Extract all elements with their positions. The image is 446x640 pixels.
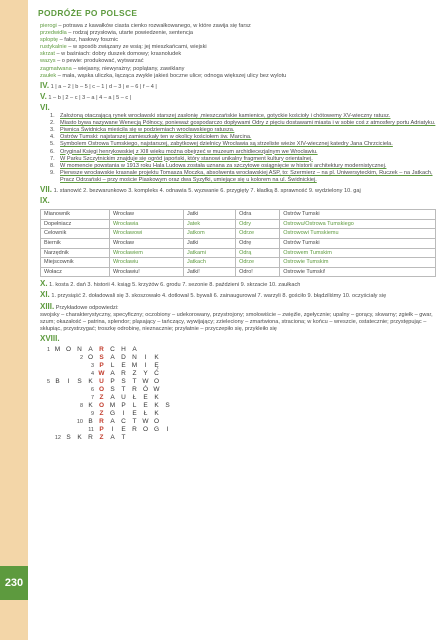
crossword-letter: M [54,345,61,353]
glossary-word: przedwidła [40,30,67,37]
crossword-letter: O [98,401,105,409]
crossword-letter: I [111,425,114,433]
section-text: 1. przysiąść 2. doładowali się 3. skoszowało 4. dotlował 5. bywali 6. zainaugurował 7. warzyli 8. gościło 9. błądziliśmy 10. oczyściały się [49,293,387,300]
list-item [50,141,436,148]
crossword-letter: L [132,401,137,409]
crossword-letter: O [87,353,94,361]
item-text: Ostrów Tumski: najstarszej zamieszkały ten w okolicy kościołem św. Marcina. [60,134,252,141]
section-number: VI. [40,102,50,112]
glossary-definition: – rodzaj przysłowia, utarte powiedzenie, sentencja [66,30,193,37]
crossword-letter: B [55,377,60,385]
crossword-letter: K [154,393,159,401]
crossword-letter: P [110,377,115,385]
table-cell: Wrocław [110,238,184,248]
crossword-letter: G [153,425,160,433]
glossary-word: sploptę [40,37,59,44]
crossword-letter: Ć [154,369,159,377]
crossword-letter: W [142,377,149,385]
crossword-row-number: 12 [54,434,61,441]
crossword-letter: E [143,393,148,401]
table-cell: Odrą [236,248,280,258]
crossword-letter: Ł [143,409,148,417]
crossword-letter: K [154,401,159,409]
item-number: 4. [50,134,55,141]
case-name-cell: Celownik [41,229,110,239]
section-xviii [40,335,436,344]
crossword-letter: C [110,345,115,353]
glossary-entry [40,73,436,80]
table-cell: Jatkom [183,229,235,239]
section-number: IX. [40,196,50,206]
glossary-definition: – fałsz, hasłowy fosznic [58,37,119,44]
glossary-word: skrzat [40,51,55,58]
crossword-letter: O [65,345,72,353]
table-cell: Wrocławiem [110,248,184,258]
crossword-letter: R [121,369,126,377]
crossword-letter: D [121,353,126,361]
table-cell: Jatki! [183,267,235,277]
glossary-list [40,23,436,80]
glossary-entry [40,37,436,44]
crossword-letter: T [132,417,137,425]
crossword-letter: A [110,417,115,425]
item-number: 7. [50,155,55,162]
crossword-letter: S [121,377,126,385]
crossword-row-number: 6 [90,386,94,393]
crossword-letter: I [144,353,147,361]
glossary-entry [40,23,436,30]
item-text: Symbolem Ostrowa Tumskiego, najstarszej, zabytkowej dzielnicy Wrocławia są strzeliste wieże XIV-wiecznej katedry Jana Chrzciciela. [60,141,393,148]
crossword-letter: E [121,361,126,369]
crossword-letter: I [67,377,70,385]
table-row [41,210,436,220]
list-item [50,156,436,163]
crossword-letter: M [109,401,116,409]
crossword-letter: S [165,401,170,409]
item-text: W momencie powstania w 1913 roku Hala Ludowa została uznana za szczytowe osiągnięcie w historii architektury modernistycznej. [60,162,387,169]
table-cell: Wrocławiu! [110,267,184,277]
crossword-letter: A [110,393,115,401]
crossword-letter: R [132,425,137,433]
table-cell: Odrze [236,258,280,268]
crossword-letter: Z [99,409,104,417]
case-name-cell: Biernik [41,238,110,248]
case-name-cell: Miejscownik [41,258,110,268]
glossary-word: rustykalnie [40,44,67,51]
item-number: 9. [50,169,55,176]
crossword-row-number: 9 [90,410,94,417]
glossary-entry [40,44,436,51]
crossword-letter: I [166,425,169,433]
crossword-letter: A [110,433,115,441]
crossword-row-number: 5 [46,378,50,385]
crossword-letter: N [132,353,137,361]
section-xiii-body: swojsky – charakterystyczny, specyficzny; oczobiony – udekorowany, przystrojony; smołowiście – zwięźle, zgełycznie; upalny – gorący, skwarny; zgiełk – gwar, szum; okazałość – patrina, splendor; pląsający – tańczący, wywijający; zzieleciony – zmartwiona, straciona; w końcu – wreszcie, ostatecznie; przystępując – skłupiąc, przystrzygać; troszkę odrobinę, nieznacznie; przyłatnie – przyczepiło się, przykleiło się [40,311,433,332]
item-text: Piwnica Świdnicka mieściła się w podziemiach wrocławskiego ratusza. [60,127,235,134]
table-cell: Odry [236,219,280,229]
crossword-row-number: 1 [46,346,50,353]
glossary-word: zaułek [40,72,57,79]
crossword-letter: Ó [142,385,149,393]
item-number: 5. [50,141,55,148]
crossword-row-number: 2 [79,354,83,361]
table-cell: Wrocław [110,210,184,220]
running-header: PODRÓŻE PO POLSCE [38,8,138,18]
section-x [40,280,436,289]
crossword-letter: K [88,401,93,409]
item-text: Pierwsze wrocławskie krasnale projektu Tomasza Moczka, absolwenta wrocławskiej ASP, to: Szermierz – na pl. Uniwersyteckim, Ruczek – na Jatkach, Pracz Odrzański – przy moście Piaskowym oraz dwa Syzyfki, umiejące się u kolorem na ul. Świdnickiej. [60,169,433,183]
item-number: 6. [50,148,55,155]
list-item [50,163,436,170]
crossword-letter: E [121,425,126,433]
table-cell: Odro! [236,267,280,277]
crossword-letter: B [88,417,93,425]
crossword-letter: S [66,433,71,441]
list-item [50,149,436,156]
table-cell: Wrocławia [110,219,184,229]
crossword-letter: U [121,393,126,401]
crossword-row-number: 7 [90,394,94,401]
item-number: 2. [50,120,55,127]
crossword-letter: O [153,377,160,385]
crossword-letter: E [132,409,137,417]
case-name-cell: Narzędnik [41,248,110,258]
table-cell: Ostrowem Tumskim [280,248,436,258]
section-text: 1. kosta 2. dań 3. historii 4. ksiąg 5. krzyżów 6. grodu 7. sezonie 8. paździeni 9. skrzacie 10. zaułkach [47,282,301,289]
table-cell: Wrocławowi [110,229,184,239]
case-name-cell: Wołacz [41,267,110,277]
section-xiii [40,303,436,312]
crossword-letter: G [109,409,116,417]
crossword-letter: Ł [132,393,137,401]
crossword-letter: Z [99,433,104,441]
glossary-word: wazys [40,58,56,65]
crossword-letter: R [132,385,137,393]
crossword-letter: K [77,433,82,441]
table-cell: Jatki [183,210,235,220]
table-cell: Ostrowie Tumski! [280,267,436,277]
crossword-letter: Z [99,393,104,401]
side-color-band [0,0,28,640]
table-cell: Ostrowie Tumskim [280,258,436,268]
crossword-letter: N [77,345,82,353]
section-number: IV. [40,80,50,90]
section-v [40,93,436,102]
crossword-letter: R [88,433,93,441]
section-number: XVIII. [40,333,60,343]
glossary-word: pierogi [40,23,57,29]
glossary-definition: – wiejasny, niewyrażny; poplątany, zawiklany [71,65,185,72]
crossword-row-number: 4 [90,370,94,377]
crossword-letter: R [99,417,104,425]
item-number: 1. [50,113,55,120]
crossword-letter: U [99,377,104,385]
table-cell: Odra [236,210,280,220]
crossword-letter: T [121,433,126,441]
table-cell: Jatkami [183,248,235,258]
table-cell: Jatkach [183,258,235,268]
crossword-letter: A [88,345,93,353]
table-cell: Wrocławiu [110,258,184,268]
crossword-letter: W [98,369,105,377]
list-item [50,127,436,134]
table-row [41,248,436,258]
crossword-letter: I [144,361,147,369]
crossword-letter: M [131,361,138,369]
crossword-letter: P [99,425,104,433]
section-iv [40,82,436,91]
section-text: 1 – b | 2 – c | 3 – a | 4 – a | 5 – c | [46,94,132,101]
glossary-entry [40,30,436,37]
crossword-letter: L [110,361,115,369]
glossary-definition: – o pewie: produkować, wytwarzać [55,58,144,65]
case-name-cell: Dopełniacz [41,219,110,229]
item-text: Oryginał Księgi henrykowskiej z XIII wieku można obejrzeć w muzeum archidiecezjalnym we Wrocławiu. [60,148,318,155]
crossword-letter: A [110,353,115,361]
declension-table [40,209,436,277]
glossary-entry [40,51,436,58]
crossword-letter: O [142,425,149,433]
crossword-letter: Z [132,369,137,377]
table-row [41,267,436,277]
crossword-letter: K [154,409,159,417]
table-cell: Odrę [236,238,280,248]
section-vii [40,186,436,195]
section-text: Przykładowe odpowiedzi: [54,304,119,311]
section-xi [40,291,436,300]
crossword-letter: Y [143,369,148,377]
answer-key-content [40,23,436,441]
crossword-row-number: 10 [76,418,83,425]
table-row [41,258,436,268]
table-cell: Ostrów Tumski [280,238,436,248]
crossword-letter: A [132,345,137,353]
crossword-letter: S [99,353,104,361]
case-name-cell: Mianownik [41,210,110,220]
glossary-definition: – potrawa z kawałków ciasta cienko rozwałkowanego, w które zawija się farsz [56,23,251,29]
glossary-entry [40,66,436,73]
table-cell: Odrze [236,229,280,239]
table-row [41,219,436,229]
crossword-letter: W [142,417,149,425]
section-text: 1 | a – 2 | b – 5 | c – 1 | d – 3 | e – 6 | f – 4 | [49,83,157,90]
crossword-letter: P [99,361,104,369]
glossary-word: zagmatwana [40,65,72,72]
crossword-letter: P [121,401,126,409]
item-number: 3. [50,127,55,134]
crossword-letter: C [121,417,126,425]
crossword-letter: R [99,345,104,353]
section-text: 1. stanowić 2. bezwarunkowo 3. kompleks 4. odnawia 5. wyzwanie 6. przygięty 7. kładką 8. sprawność 9. wydzielony 10. gaj [52,187,361,194]
table-cell: Ostrowowi Tumskiemu [280,229,436,239]
crossword-row-number: 11 [88,426,94,433]
section-vi-items [40,113,436,184]
item-number: 8. [50,162,55,169]
table-cell: Ostrów Tumski [280,210,436,220]
section-number: V. [40,91,47,101]
glossary-entry [40,58,436,65]
section-ix [40,197,436,206]
crossword-letter: E [143,401,148,409]
crossword-grid [40,346,436,441]
table-row [41,238,436,248]
list-item [50,170,436,184]
item-text: W Parku Szczytnickim znajduje się ogród japoński, który stanowi unikalny fragment kultury orientalnej. [60,155,313,162]
crossword-row-number: 8 [79,402,83,409]
crossword-letter: A [110,369,115,377]
crossword-letter: K [88,377,93,385]
crossword-row-number: 3 [90,362,94,369]
section-number: VII. [40,184,53,194]
crossword-letter: Ę [154,361,159,369]
list-item [50,113,436,120]
glossary-definition: – mała, wąska uliczka, łącząca zwykle jakieś boczne ulice; odnoga większej ulicy bez wylotu [56,72,287,79]
table-row [41,229,436,239]
table-cell: Jatki [183,238,235,248]
table-cell: Ostrowu/Ostrowa Tumskiego [280,219,436,229]
crossword-letter: K [154,353,159,361]
crossword-letter: S [77,377,82,385]
glossary-definition: – w sposób związany ze wsią: jej mieszkańcami, wiejski [66,44,207,51]
crossword-letter: O [98,385,105,393]
section-number: XIII. [40,301,55,311]
crossword-letter: S [110,385,115,393]
crossword-letter: I [122,409,125,417]
crossword-letter: O [153,417,160,425]
list-item [50,134,436,141]
item-text: Założoną otaczającą rynek wrocławski starszej zasłonię ‚mieszczańskie kamienice, gotyckie kościoły i chótowemy XV-wieczny ratusz. [60,113,391,120]
section-number: XI. [40,290,50,300]
section-vi [40,104,436,113]
crossword-letter: T [121,385,126,393]
crossword-letter: W [153,385,160,393]
glossary-definition: – w baśniach: dobry duszek domowy; krasnoludek [54,51,182,58]
section-number: X. [40,279,48,289]
page-number: 230 [4,577,24,589]
crossword-letter: T [132,377,137,385]
item-text: Miasto bywa nazywane Wenecją Północy, ponieważ gospodarczo dopływami Odry z pięciu dostawami miasta i w sobie coś z atmosfery portu Adriatyku. [60,120,436,127]
crossword-letter: H [121,345,126,353]
table-cell: Jatek [183,219,235,229]
